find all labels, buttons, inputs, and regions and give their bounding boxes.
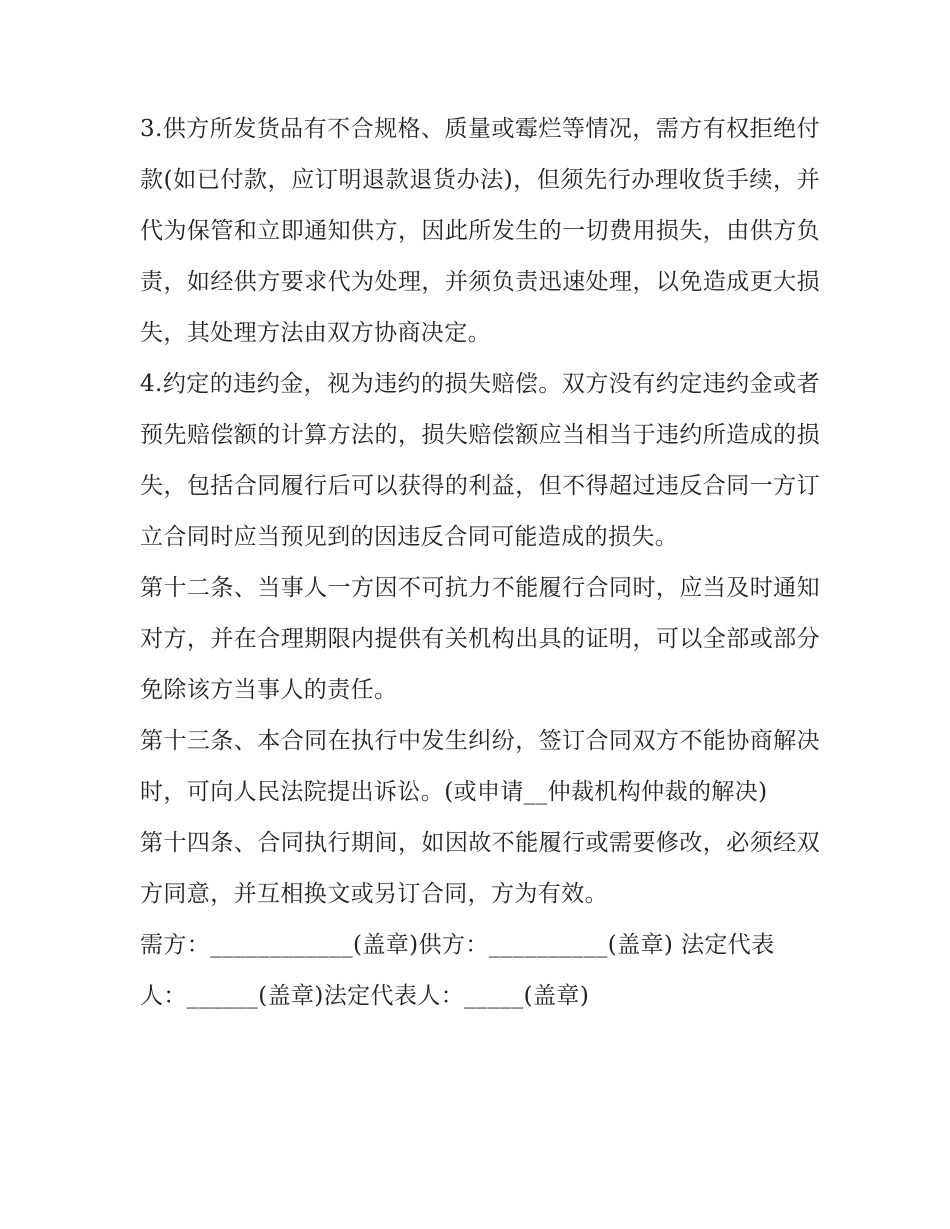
clause-liquidated-damages: 4.约定的违约金，视为违约的损失赔偿。双方没有约定违约金或者预先赔偿额的计算方法的，损失赔偿额应当相当于违约所造成的损失，包括合同履行后可以获得的利益，但不得超过违反合同一方订立合同时应当预见到的因违反合同可能造成的损失。	[140, 371, 820, 550]
signature-line-2: 人：______(盖章)法定代表人：_____(盖章)	[140, 983, 590, 1009]
signature-line-1: 需方：____________(盖章)供方：__________(盖章) 法定代表	[140, 932, 775, 958]
article-12-force-majeure: 第十二条、当事人一方因不可抗力不能履行合同时，应当及时通知对方，并在合理期限内提供有关机构出具的证明，可以全部或部分免除该方当事人的责任。	[140, 575, 820, 703]
article-14-modification: 第十四条、合同执行期间，如因故不能履行或需要修改，必须经双方同意，并互相换文或另订合同，方为有效。	[140, 830, 820, 907]
document-body	[140, 104, 820, 1022]
article-13-disputes: 第十三条、本合同在执行中发生纠纷，签订合同双方不能协商解决时，可向人民法院提出诉讼。(或申请__仲裁机构仲裁的解决)	[140, 728, 820, 805]
clause-supply-defects: 3.供方所发货品有不合规格、质量或霉烂等情况，需方有权拒绝付款(如已付款，应订明退款退货办法)，但须先行办理收货手续，并代为保管和立即通知供方，因此所发生的一切费用损失，由供方负责，如经供方要求代为处理，并须负责迅速处理，以免造成更大损失，其处理方法由双方协商决定。	[140, 116, 820, 346]
